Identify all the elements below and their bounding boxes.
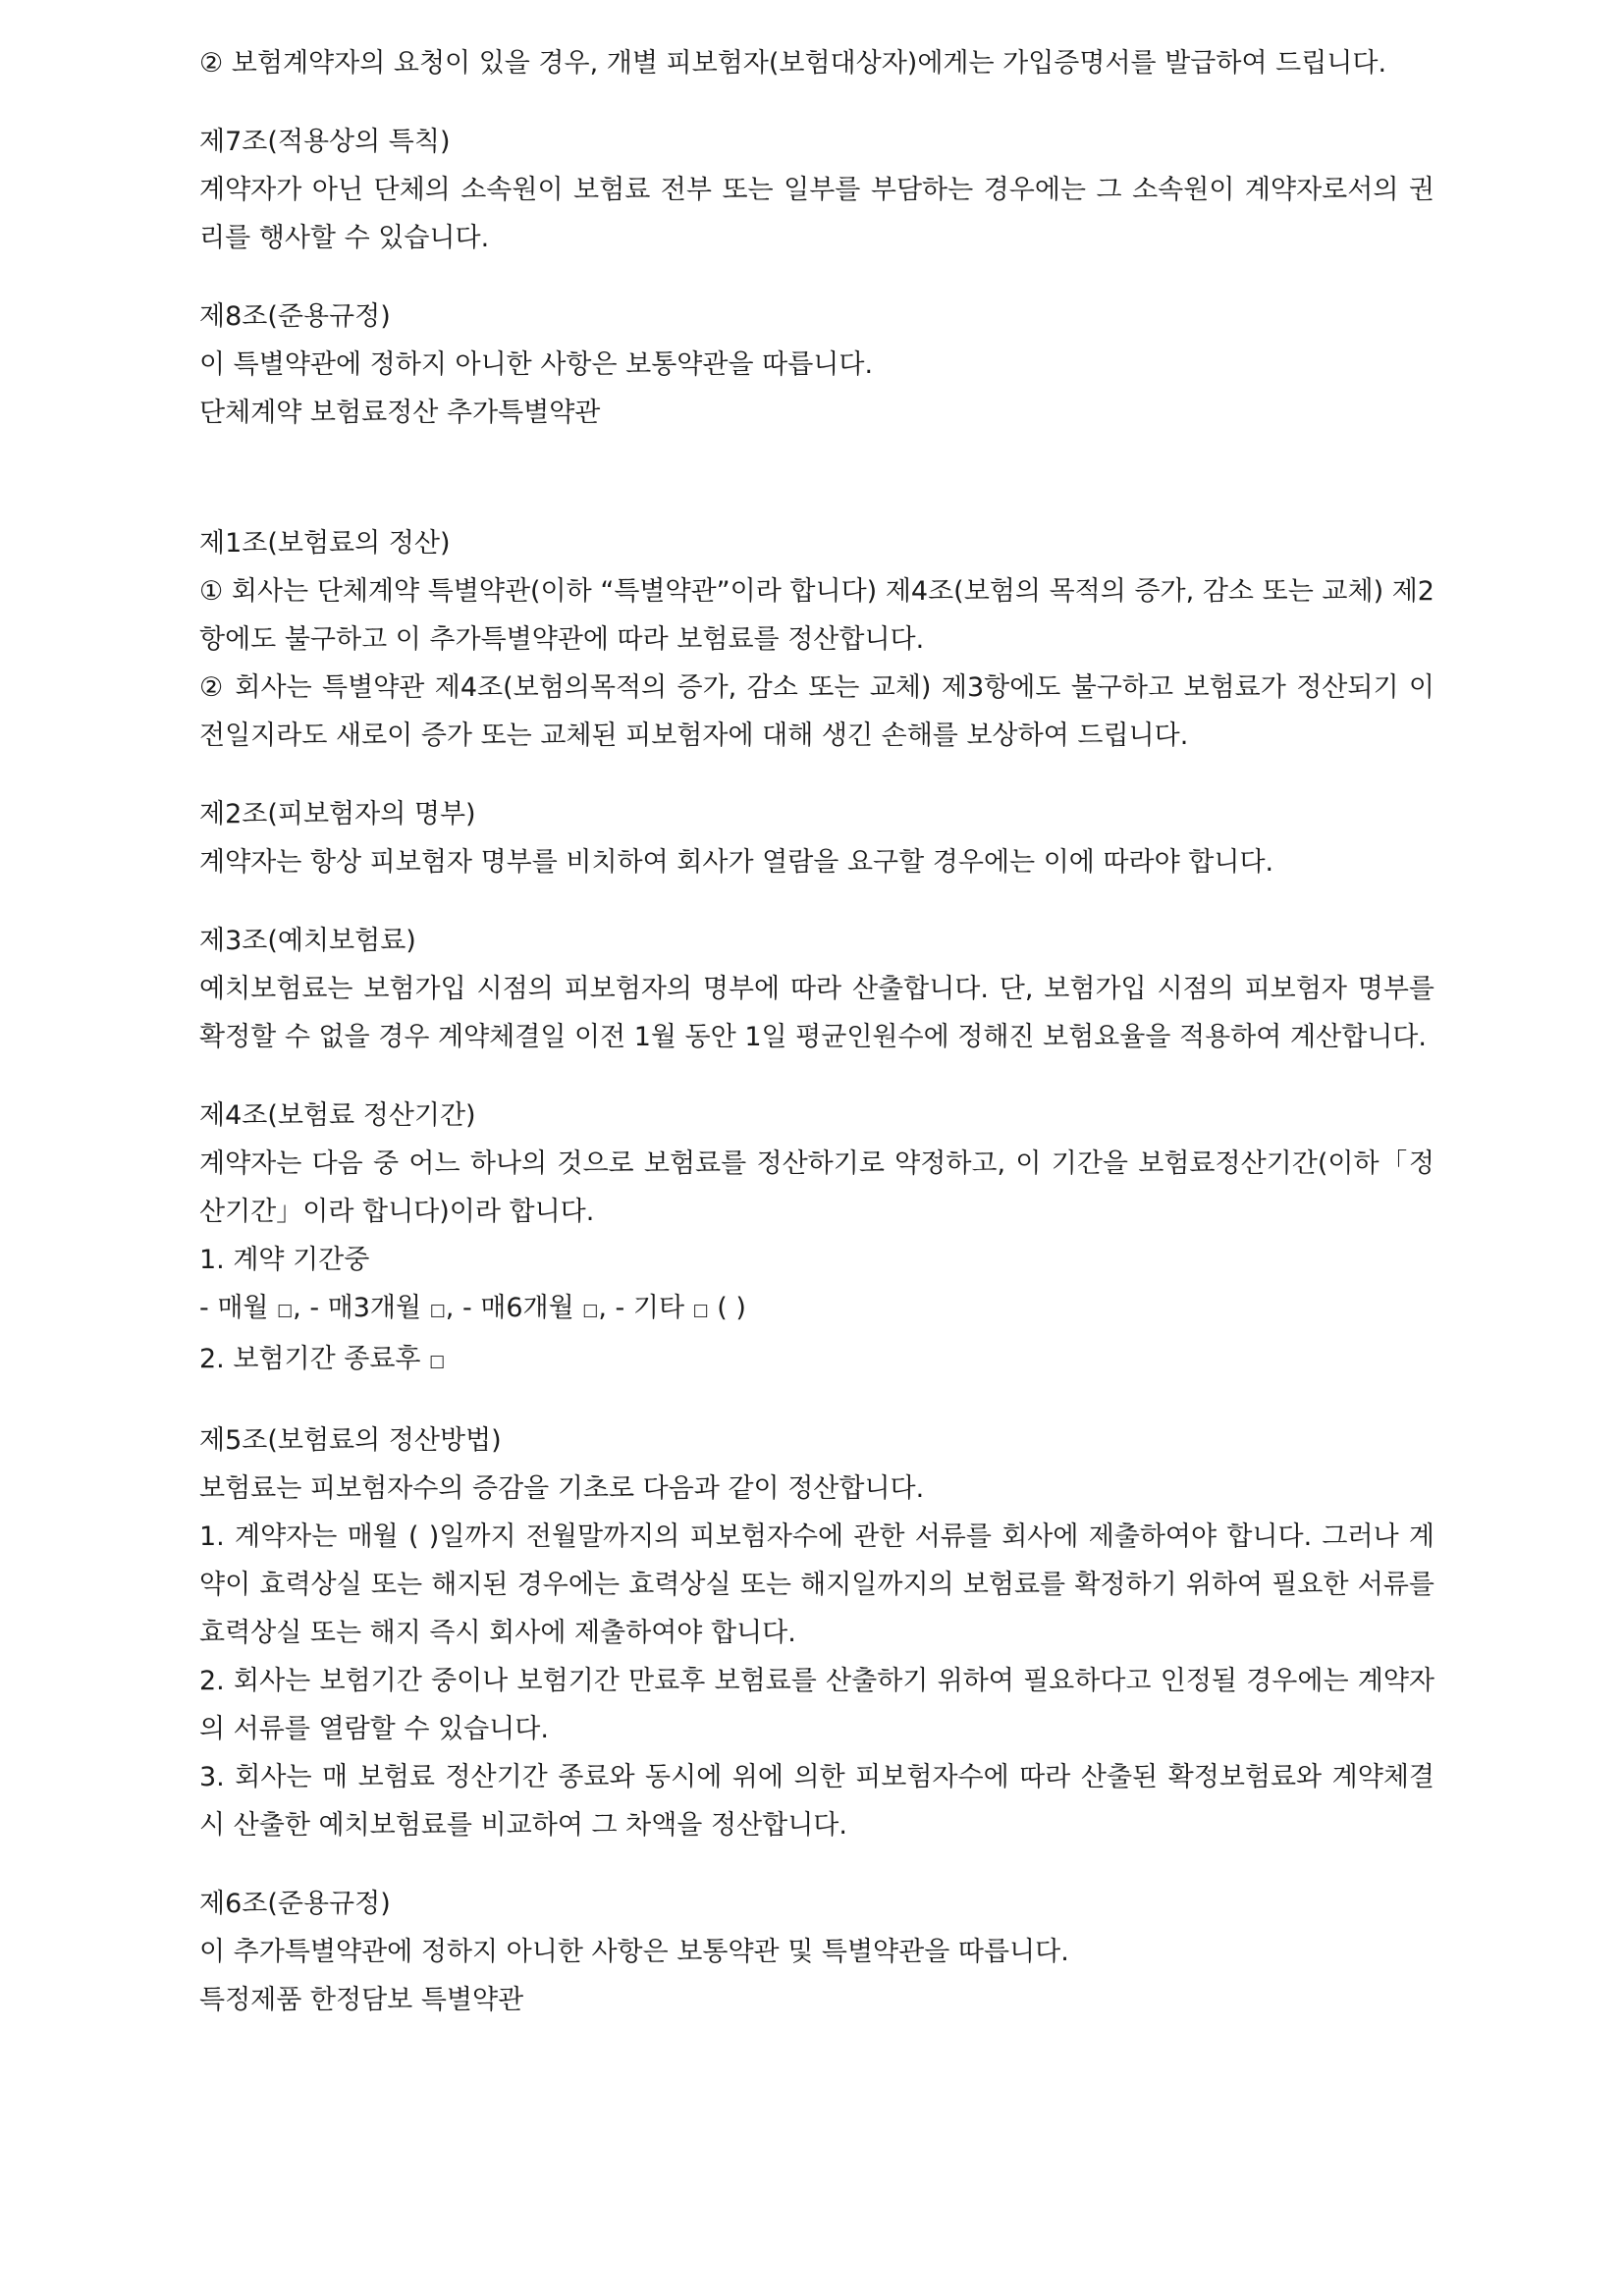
- separator: ,: [293, 1293, 301, 1323]
- s2-article-1-heading: 제1조(보험료의 정산): [199, 528, 451, 559]
- s2-article-6: [199, 1880, 1434, 1976]
- option-6month-label: - 매6개월: [461, 1293, 574, 1323]
- article-7: [199, 118, 1434, 262]
- s2-article-5-item-3: 3. 회사는 매 보험료 정산기간 종료와 동시에 위에 의한 피보험자수에 따라 산출된 확정보험료와 계약체결시 산출한 예치보험료를 비교하여 그 차액을 정산합니다.: [199, 1762, 1434, 1841]
- checkbox-other[interactable]: □: [692, 1301, 709, 1320]
- s2-article-1-item-2: ② 회사는 특별약관 제4조(보험의목적의 증가, 감소 또는 교체) 제3항에도 불구하고 보험료가 정산되기 이전일지라도 새로이 증가 또는 교체된 피보험자에 대해 생긴 손해를 보상하여 드립니다.: [199, 672, 1434, 751]
- s2-article-5-intro: 보험료는 피보험자수의 증감을 기초로 다음과 같이 정산합니다.: [199, 1473, 925, 1504]
- s2-article-5: [199, 1416, 1434, 1849]
- s2-article-4-period-options: [199, 1284, 1434, 1335]
- s2-article-4-heading: 제4조(보험료 정산기간): [199, 1100, 476, 1131]
- s2-article-5-item-1: 1. 계약자는 매월 ( )일까지 전월말까지의 피보험자수에 관한 서류를 회사에 제출하여야 합니다. 그러나 계약이 효력상실 또는 해지된 경우에는 효력상실 또는 해지일까지의 보험료를 확정하기 위하여 필요한 서류를 효력상실 또는 해지 즉시 회사에 제출하여야 합니다.: [199, 1522, 1434, 1648]
- s2-article-2-body: 계약자는 항상 피보험자 명부를 비치하여 회사가 열람을 요구할 경우에는 이에 따라야 합니다.: [199, 847, 1274, 878]
- option-monthly-label: - 매월: [199, 1293, 269, 1323]
- option-other-label: - 기타: [615, 1293, 685, 1323]
- article-7-heading: 제7조(적용상의 특칙): [199, 127, 451, 157]
- s2-article-1: [199, 519, 1434, 760]
- separator: ,: [445, 1293, 455, 1323]
- s2-article-4-body: 계약자는 다음 중 어느 하나의 것으로 보험료를 정산하기로 약정하고, 이 기간을 보험료정산기간(이하「정산기간」이라 합니다)이라 합니다.: [199, 1148, 1434, 1227]
- s2-article-4-option-1: 1. 계약 기간중: [199, 1245, 370, 1275]
- s2-article-6-heading: 제6조(준용규정): [199, 1889, 391, 1919]
- article-8-body: 이 특별약관에 정하지 아니한 사항은 보통약관을 따릅니다.: [199, 349, 874, 380]
- s2-article-3-body: 예치보험료는 보험가입 시점의 피보험자의 명부에 따라 산출합니다. 단, 보험가입 시점의 피보험자 명부를 확정할 수 없을 경우 계약체결일 이전 1월 동안 1일 평균인원수에 정해진 보험요율을 적용하여 계산합니다.: [199, 974, 1434, 1052]
- s2-article-3: [199, 917, 1434, 1061]
- checkbox-6month[interactable]: □: [582, 1301, 599, 1320]
- s2-article-2: [199, 790, 1434, 886]
- article-8-heading: 제8조(준용규정): [199, 301, 391, 332]
- option-2-label: 2. 보험기간 종료후: [199, 1344, 421, 1374]
- s2-article-4: [199, 1092, 1434, 1386]
- article-7-body: 계약자가 아닌 단체의 소속원이 보험료 전부 또는 일부를 부담하는 경우에는 그 소속원이 계약자로서의 권리를 행사할 수 있습니다.: [199, 175, 1434, 253]
- article-8: [199, 293, 1434, 389]
- checkbox-3month[interactable]: □: [429, 1301, 446, 1320]
- s2-article-2-heading: 제2조(피보험자의 명부): [199, 799, 476, 829]
- option-other-blank: ( ): [717, 1293, 746, 1323]
- s2-article-6-body: 이 추가특별약관에 정하지 아니한 사항은 보통약관 및 특별약관을 따릅니다.: [199, 1937, 1069, 1967]
- section-title-group-premium-settlement: 단체계약 보험료정산 추가특별약관: [199, 398, 601, 428]
- s2-article-4-option-2: [199, 1335, 1434, 1386]
- s2-article-1-item-1: ① 회사는 단체계약 특별약관(이하 “특별약관”이라 합니다) 제4조(보험의 목적의 증가, 감소 또는 교체) 제2항에도 불구하고 이 추가특별약관에 따라 보험료를 정산합니다.: [199, 576, 1434, 655]
- checkbox-monthly[interactable]: □: [277, 1301, 294, 1320]
- s2-article-3-heading: 제3조(예치보험료): [199, 926, 416, 956]
- checkbox-after-term[interactable]: □: [429, 1352, 446, 1371]
- section-title-specific-product: 특정제품 한정담보 특별약관: [199, 1985, 524, 2015]
- separator: ,: [598, 1293, 607, 1323]
- intro-item-2: ② 보험계약자의 요청이 있을 경우, 개별 피보험자(보험대상자)에게는 가입증명서를 발급하여 드립니다.: [199, 48, 1387, 79]
- document-page: [199, 39, 1434, 2024]
- option-3month-label: - 매3개월: [309, 1293, 422, 1323]
- s2-article-5-item-2: 2. 회사는 보험기간 중이나 보험기간 만료후 보험료를 산출하기 위하여 필요하다고 인정될 경우에는 계약자의 서류를 열람할 수 있습니다.: [199, 1666, 1434, 1744]
- s2-article-5-heading: 제5조(보험료의 정산방법): [199, 1425, 502, 1456]
